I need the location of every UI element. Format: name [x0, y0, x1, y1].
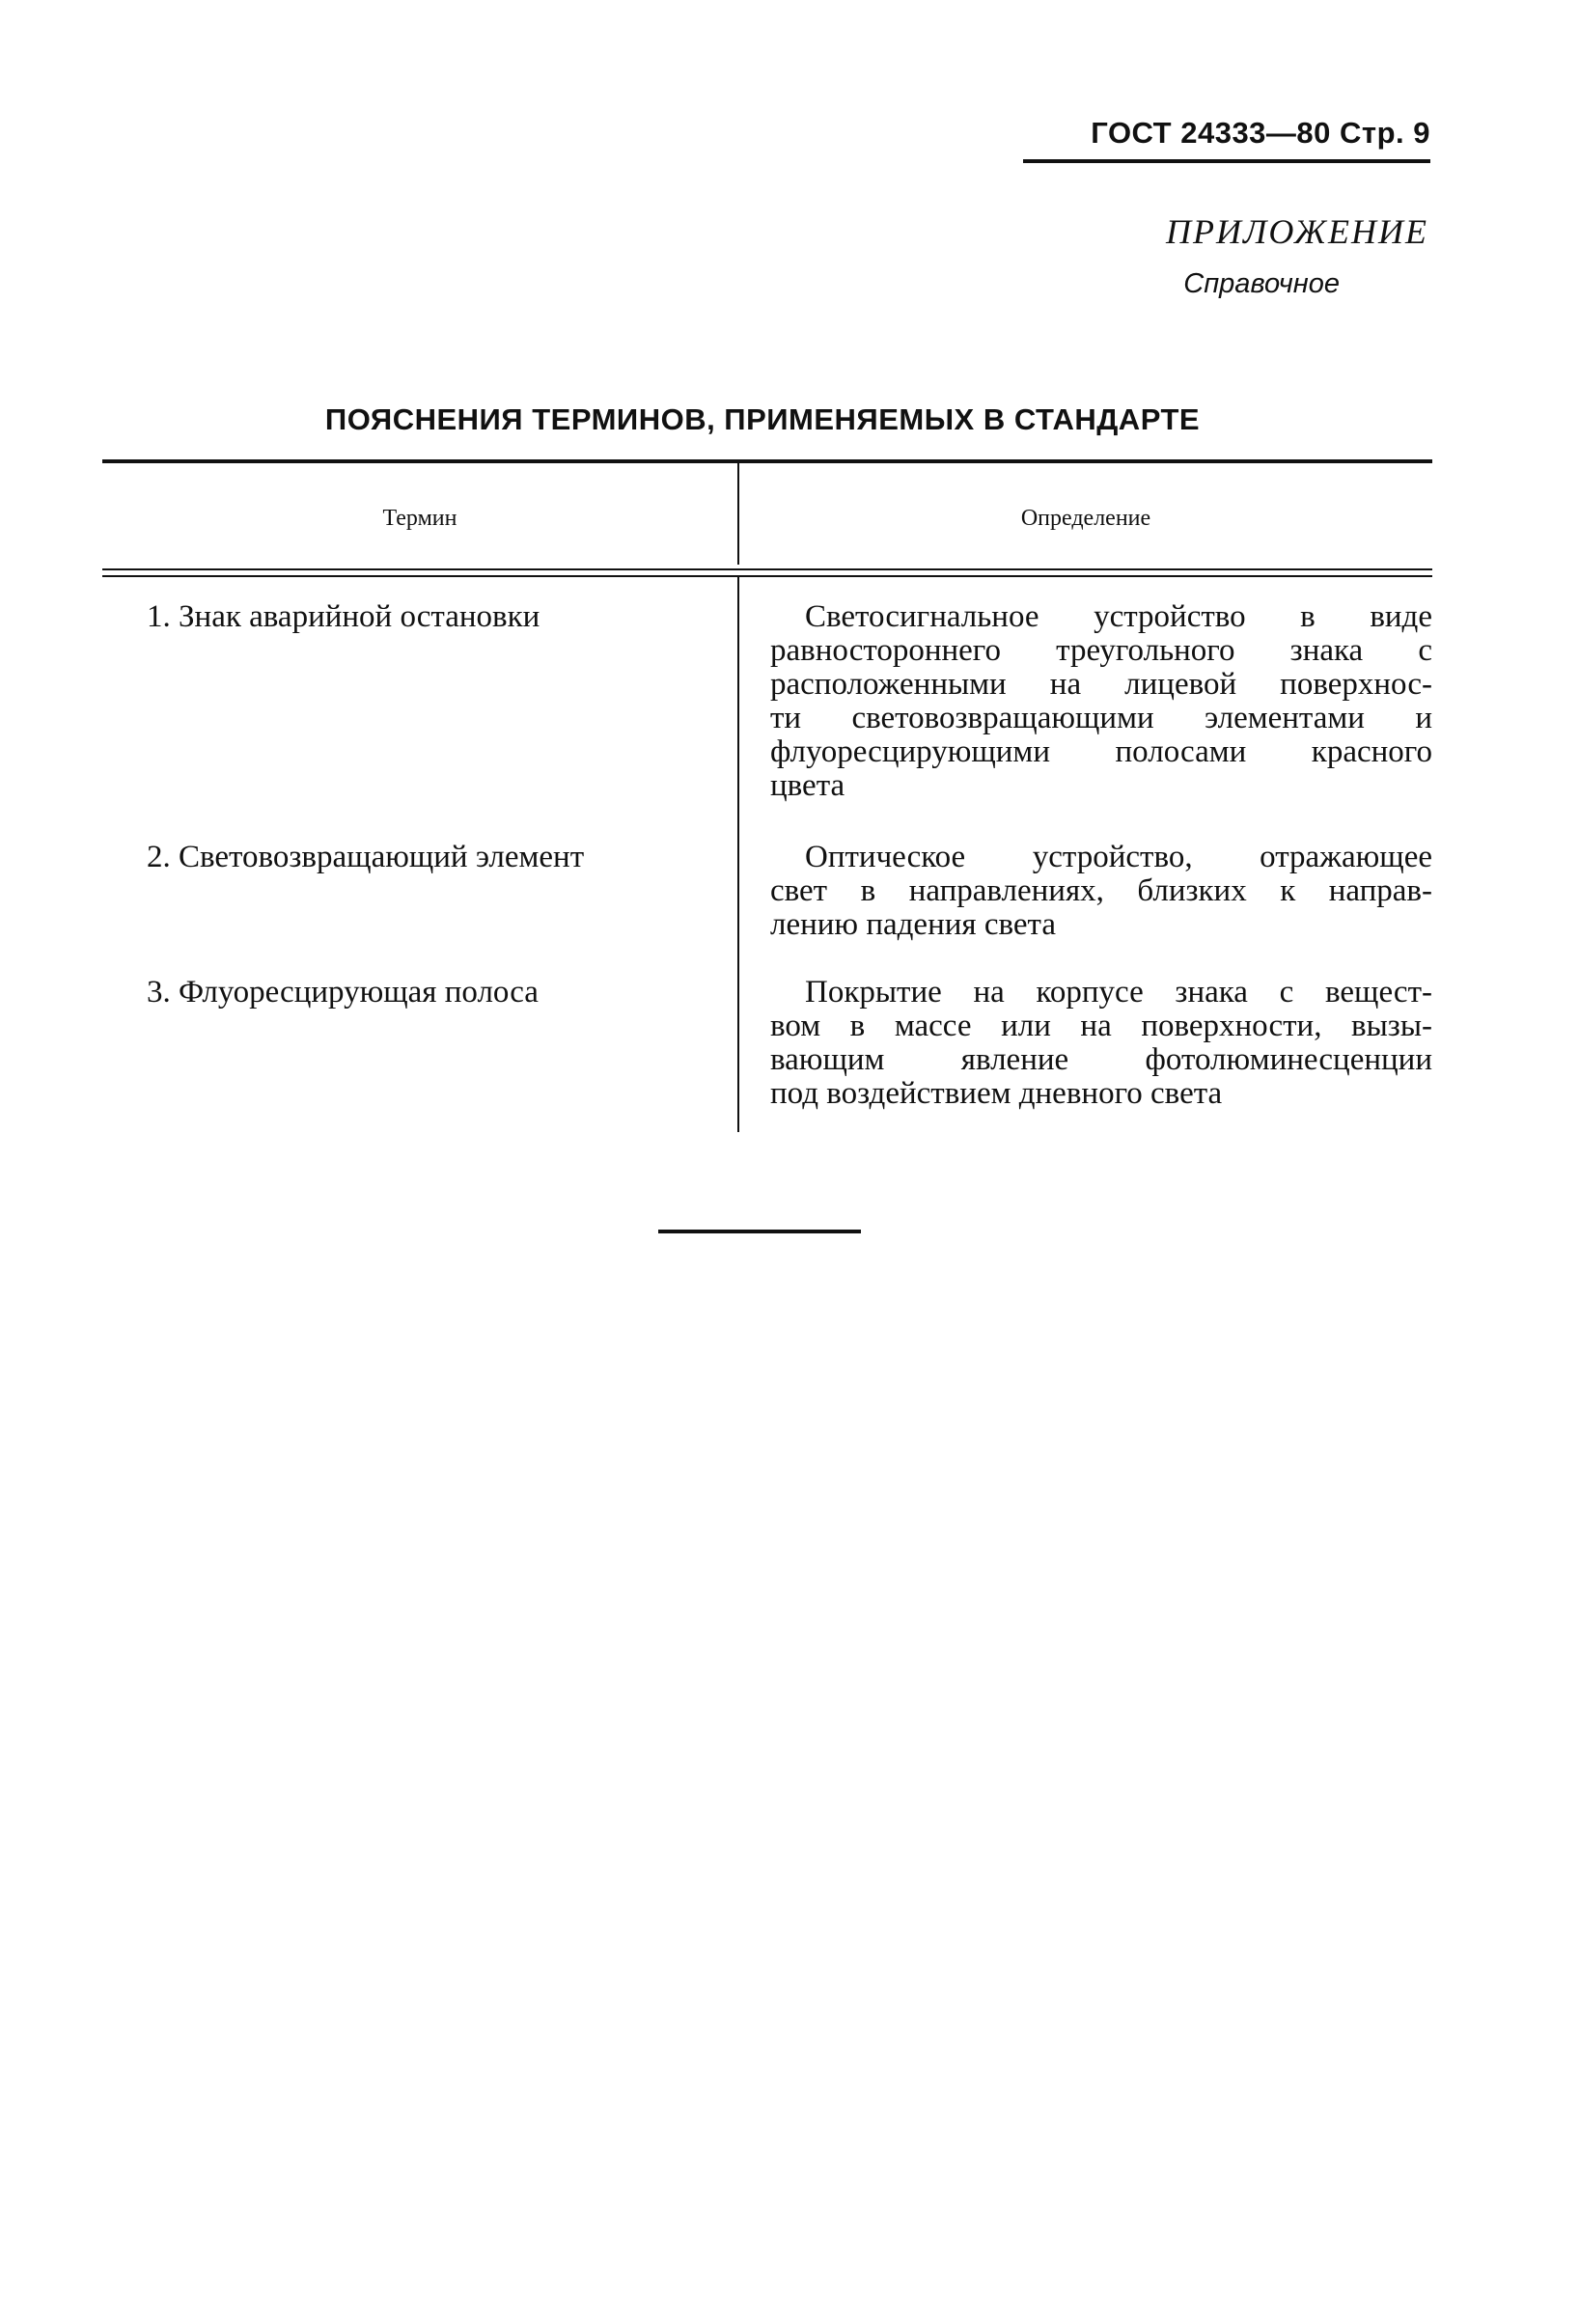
end-of-document-rule — [658, 1230, 861, 1233]
definition-line: лению падения света — [770, 907, 1056, 942]
table-title: ПОЯСНЕНИЯ ТЕРМИНОВ, ПРИМЕНЯЕМЫХ В СТАНДАРТЕ — [324, 402, 1201, 436]
table-row-term: 1. Знак аварийной остановки — [147, 599, 540, 634]
definition-line: флуоресцирующими полосами красного — [770, 734, 1432, 769]
header-rule — [1023, 159, 1430, 163]
table-row-term: 3. Флуоресцирующая полоса — [147, 975, 539, 1010]
body-column-divider — [737, 577, 739, 1132]
definition-line: цвета — [770, 768, 845, 803]
header-double-rule-upper — [102, 568, 1432, 570]
table-row-definition — [770, 841, 1432, 942]
definition-line: ти световозвращающими элементами и — [770, 701, 1432, 735]
appendix-subtitle: Справочное — [1183, 268, 1340, 299]
definition-line: вающим явление фотолюминесценции — [770, 1042, 1432, 1077]
definition-line: вом в массе или на поверхности, вызы- — [770, 1009, 1432, 1043]
definition-line: Оптическое устройство, отражающее — [805, 840, 1432, 874]
table-row-definition — [770, 976, 1432, 1111]
running-header: ГОСТ 24333—80 Стр. 9 — [1091, 116, 1430, 150]
definition-line: равностороннего треугольного знака с — [770, 633, 1432, 668]
definition-line: под воздействием дневного света — [770, 1076, 1223, 1111]
column-header-definition: Определение — [1020, 506, 1151, 531]
definition-line: свет в направлениях, близких к направ- — [770, 873, 1432, 908]
table-row-definition — [770, 600, 1432, 803]
definition-line: Покрытие на корпусе знака с вещест- — [805, 975, 1432, 1010]
column-header-term: Термин — [382, 506, 457, 531]
definition-line: расположенными на лицевой поверхнос- — [770, 667, 1432, 702]
header-double-rule-lower — [102, 575, 1432, 577]
appendix-title: ПРИЛОЖЕНИЕ — [1166, 212, 1428, 251]
definition-line: Светосигнальное устройство в виде — [805, 599, 1432, 634]
table-row-term: 2. Световозвращающий элемент — [147, 840, 585, 874]
table-top-rule — [102, 459, 1432, 463]
